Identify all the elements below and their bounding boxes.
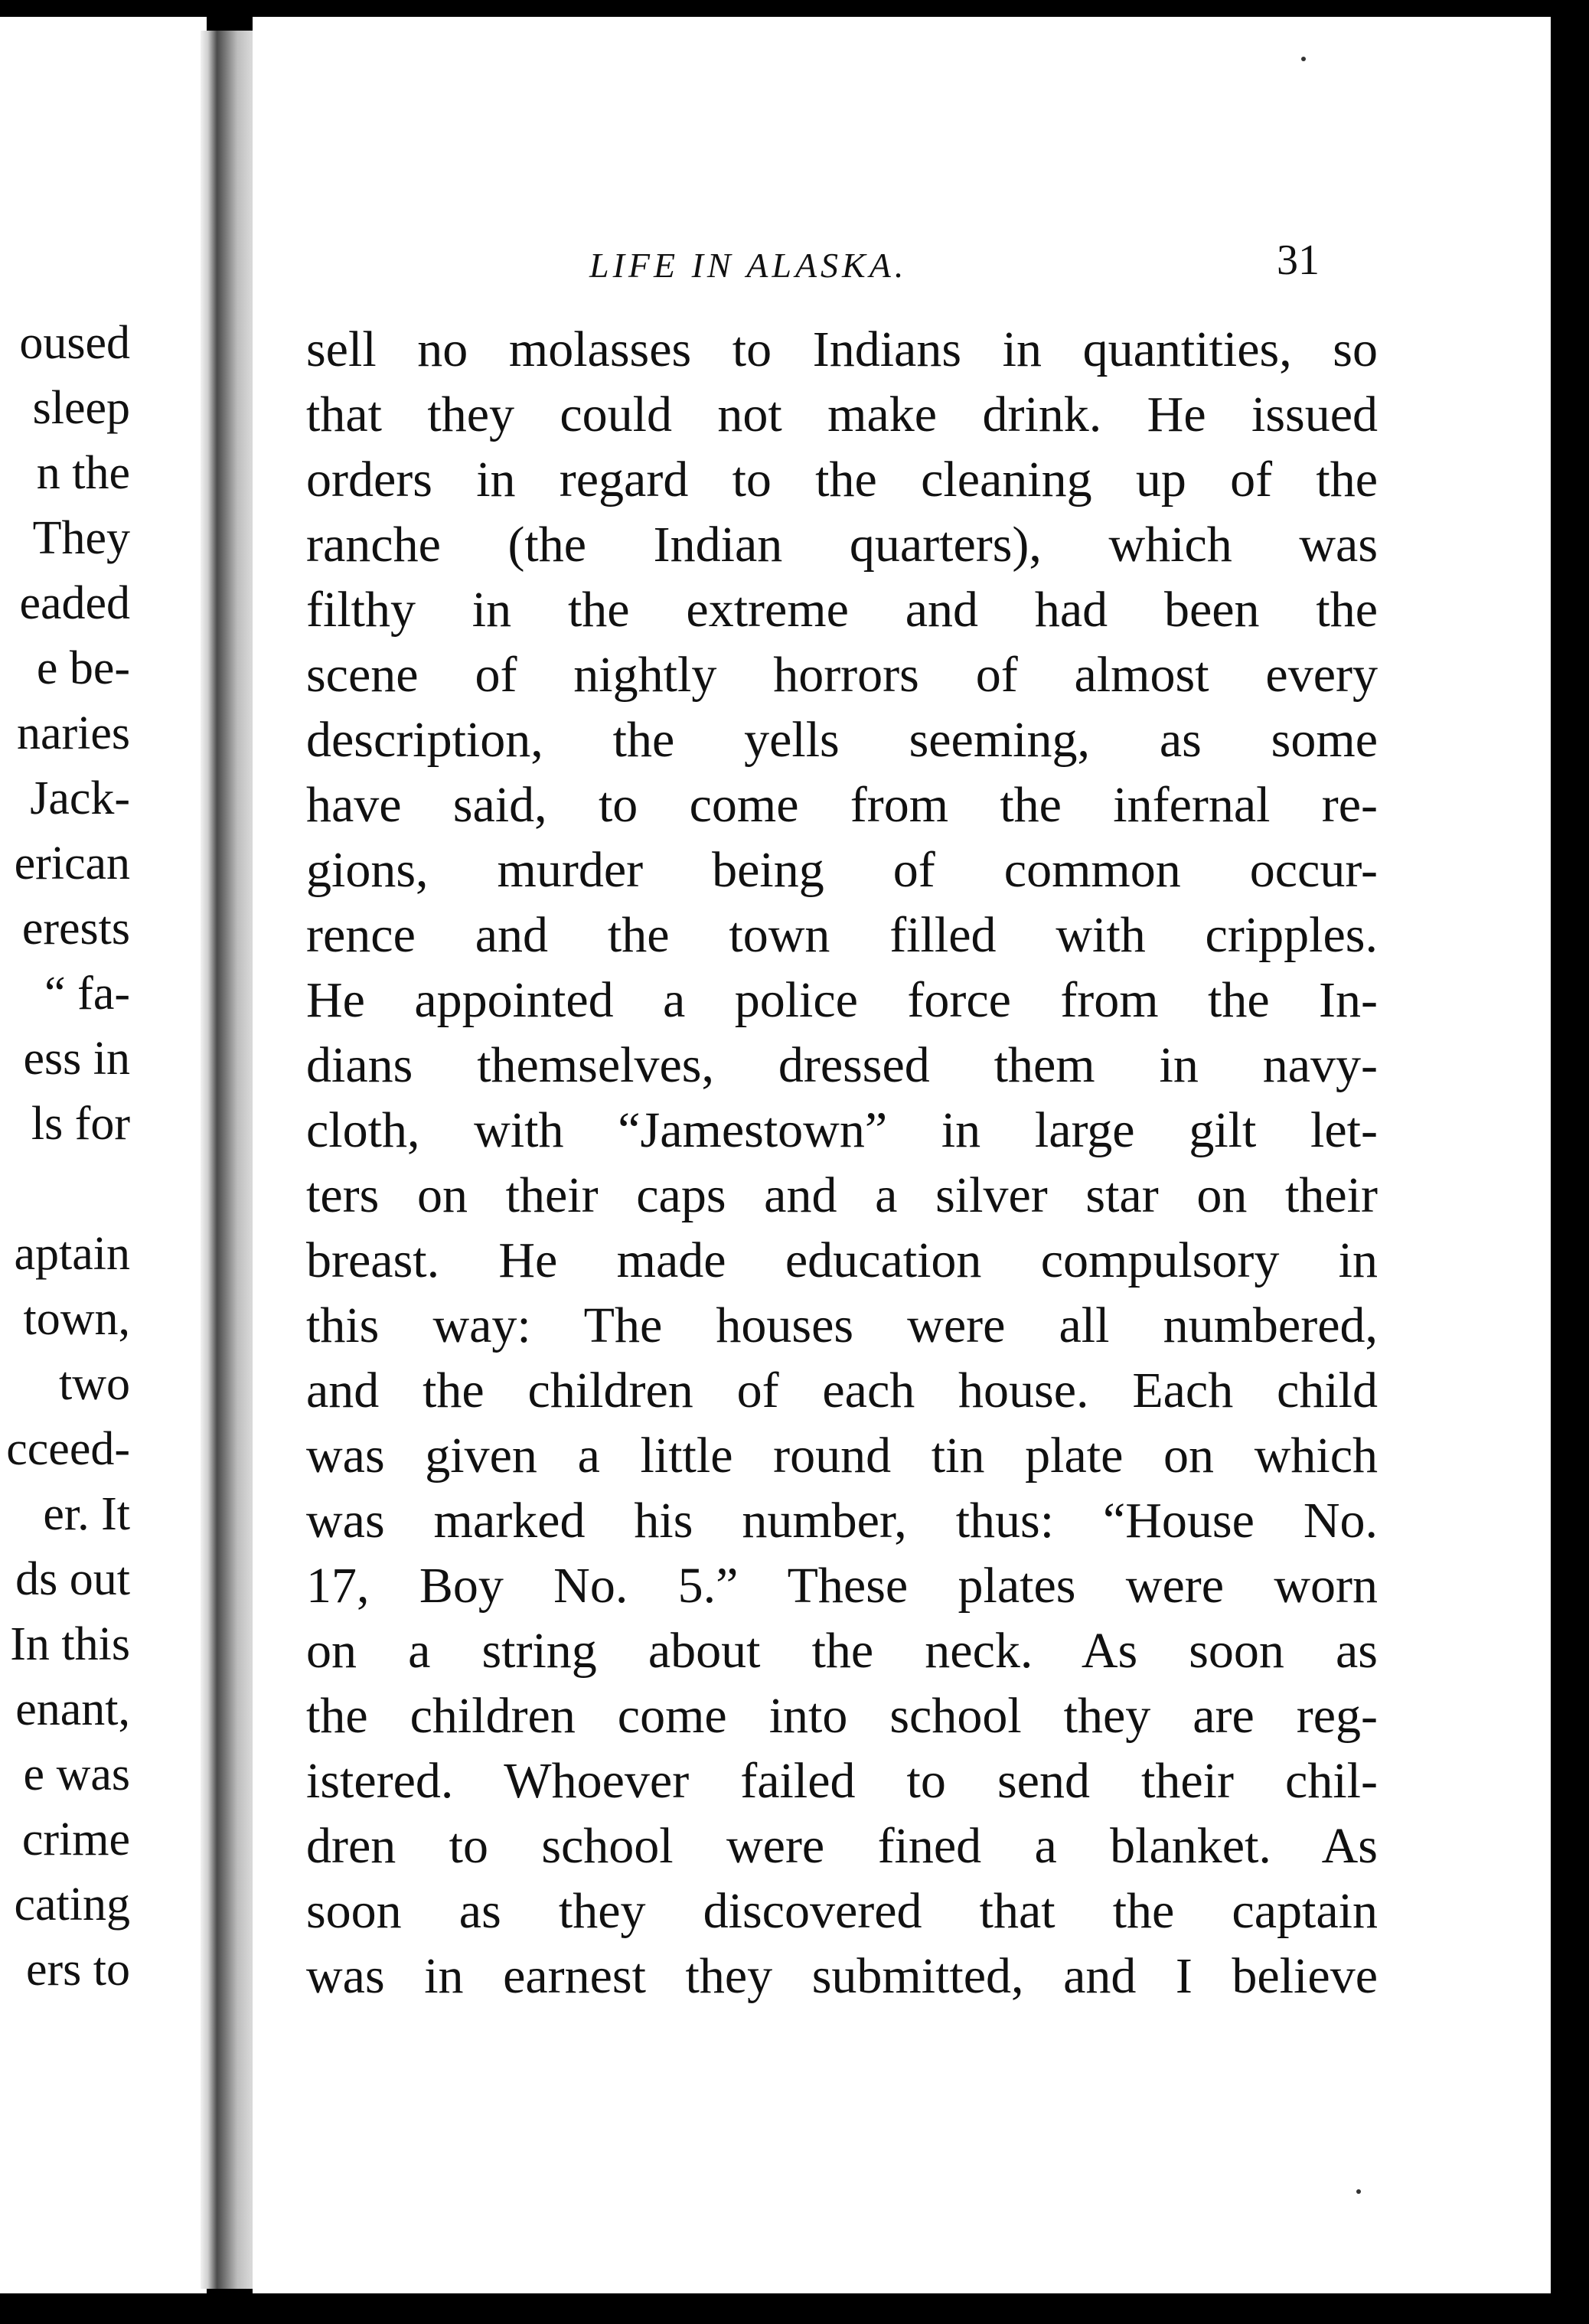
body-line: cloth, with “Jamestown” in large gilt let- [306, 1102, 1378, 1158]
body-line: ters on their caps and a silver star on their [306, 1167, 1378, 1223]
body-line: was marked his number, thus: “House No. [306, 1493, 1378, 1549]
left-fragment: erican [14, 837, 130, 889]
left-fragment: In this [10, 1618, 130, 1670]
body-line: soon as they discovered that the captain [306, 1883, 1378, 1939]
running-head: LIFE IN ALASKA. [589, 246, 908, 285]
body-line: description, the yells seeming, as some [306, 712, 1378, 768]
left-fragment: oused [19, 317, 130, 369]
left-fragment: e be- [36, 642, 130, 694]
body-line: dren to school were fined a blanket. As [306, 1818, 1378, 1874]
body-line: and the children of each house. Each child [306, 1363, 1378, 1418]
left-fragment: ds out [15, 1553, 130, 1605]
body-line: breast. He made education compulsory in [306, 1232, 1378, 1288]
book-page [253, 17, 1551, 2293]
left-fragment: e was [23, 1748, 130, 1800]
left-fragment: enant, [15, 1683, 130, 1735]
body-line: He appointed a police force from the In- [306, 972, 1378, 1028]
body-line: sell no molasses to Indians in quantities, so [306, 322, 1378, 377]
left-fragment: “ fa- [44, 968, 130, 1020]
left-fragment: town, [23, 1293, 130, 1345]
scan-frame-top [0, 0, 1589, 17]
body-line: on a string about the neck. As soon as [306, 1623, 1378, 1679]
scan-frame-bottom [0, 2293, 1589, 2324]
body-line: this way: The houses were all numbered, [306, 1297, 1378, 1353]
body-line: was given a little round tin plate on which [306, 1428, 1378, 1484]
left-fragment: erests [21, 903, 130, 955]
body-line: filthy in the extreme and had been the [306, 582, 1378, 638]
left-fragment: n the [36, 447, 130, 499]
body-line: rence and the town filled with cripples. [306, 907, 1378, 963]
left-fragment: ls for [31, 1098, 130, 1150]
body-line: 17, Boy No. 5.” These plates were worn [306, 1558, 1378, 1614]
body-line: gions, murder being of common occur- [306, 842, 1378, 898]
body-line: that they could not make drink. He issued [306, 387, 1378, 442]
left-fragment: Jack- [30, 772, 130, 824]
left-fragment: cating [14, 1878, 130, 1931]
left-fragment: They [32, 512, 130, 564]
body-line: was in earnest they submitted, and I believe [306, 1948, 1378, 2004]
scan-frame-right [1551, 0, 1589, 2324]
left-fragment: naries [16, 707, 130, 759]
left-fragment: ess in [23, 1033, 130, 1085]
left-facing-page [0, 17, 207, 2293]
body-line: ranche (the Indian quarters), which was [306, 517, 1378, 573]
paper-speck [1356, 2189, 1361, 2194]
left-fragment: er. It [43, 1488, 130, 1540]
left-fragment: crime [21, 1813, 130, 1865]
body-line: scene of nightly horrors of almost every [306, 647, 1378, 703]
body-line: orders in regard to the cleaning up of the [306, 452, 1378, 508]
left-fragment: two [59, 1358, 130, 1410]
body-line: istered. Whoever failed to send their chil- [306, 1753, 1378, 1809]
page-number: 31 [1277, 237, 1320, 284]
body-line: have said, to come from the infernal re- [306, 777, 1378, 833]
paper-speck [1301, 57, 1306, 61]
left-fragment: sleep [32, 382, 130, 434]
left-fragment: ers to [25, 1944, 130, 1996]
left-fragment: eaded [19, 577, 130, 629]
left-fragment: aptain [14, 1228, 130, 1280]
left-fragment: cceed- [6, 1423, 130, 1475]
body-line: dians themselves, dressed them in navy- [306, 1037, 1378, 1093]
body-line: the children come into school they are reg- [306, 1688, 1378, 1744]
